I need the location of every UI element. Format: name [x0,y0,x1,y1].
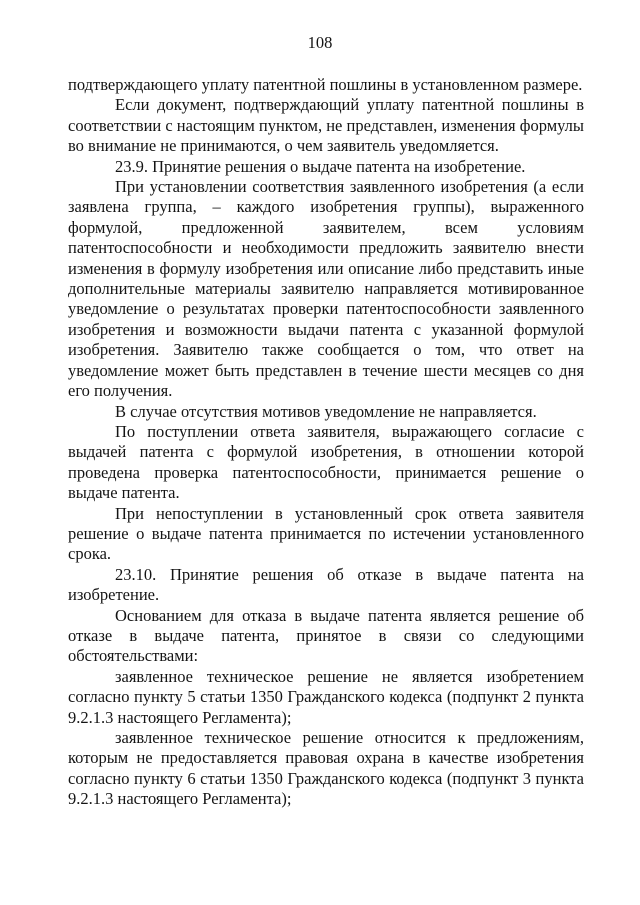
paragraph-continuation: подтверждающего уплату патентной пошлины в установленном размере. [68,75,583,94]
paragraph-refusal-basis: Основанием для отказа в выдаче патента является решение об отказе в выдаче патента, принятое в связи со следующими обстоятельствами: [68,605,584,666]
list-item-not-invention: заявленное техническое решение не является изобретением согласно пункту 5 статьи 1350 Гражданского кодекса (подпункт 2 пункта 9.2.1.3 настоящего Регламента); [68,666,584,727]
paragraph-fee-document: Если документ, подтверждающий уплату патентной пошлины в соответствии с настоящим пунктом, не представлен, изменения формулы во внимание не принимаются, о чем заявитель уведомляется. [68,95,584,156]
paragraph-applicant-response: По поступлении ответа заявителя, выражающего согласие с выдачей патента с формулой изобретения, в отношении которой проведена проверка патентоспособности, принимается решение о выдаче патента. [68,421,584,503]
paragraph-no-response: При непоступлении в установленный срок ответа заявителя решение о выдаче патента принимается по истечении установленного срока. [68,503,584,564]
document-body [68,75,584,810]
section-heading-23-9: 23.9. Принятие решения о выдаче патента на изобретение. [115,156,526,176]
section-heading-23-10: 23.10. Принятие решения об отказе в выдаче патента на изобретение. [68,564,584,605]
paragraph-no-motives: В случае отсутствия мотивов уведомление не направляется. [115,401,537,421]
paragraph-notification: При установлении соответствия заявленного изобретения (а если заявлена группа, – каждого изобретения группы), выраженного формулой, предложенной заявителем, всем условиям патентоспособности и необходимости предложить заявителю внести изменения в формулу изобретения или описание либо представить иные дополнительные материалы заявителю направляется мотивированное уведомление о результатах проверки патентоспособности заявленного изобретения и возможности выдачи патента с указанной формулой изобретения. Заявителю также сообщается о том, что ответ на уведомление может быть представлен в течение шести месяцев со дня его получения. [68,177,584,401]
list-item-no-protection: заявленное техническое решение относится к предложениям, которым не предоставляется правовая охрана в качестве изобретения согласно пункту 6 статьи 1350 Гражданского кодекса (подпункт 3 пункта 9.2.1.3 настоящего Регламента); [68,728,584,809]
page-number: 108 [307,33,333,52]
